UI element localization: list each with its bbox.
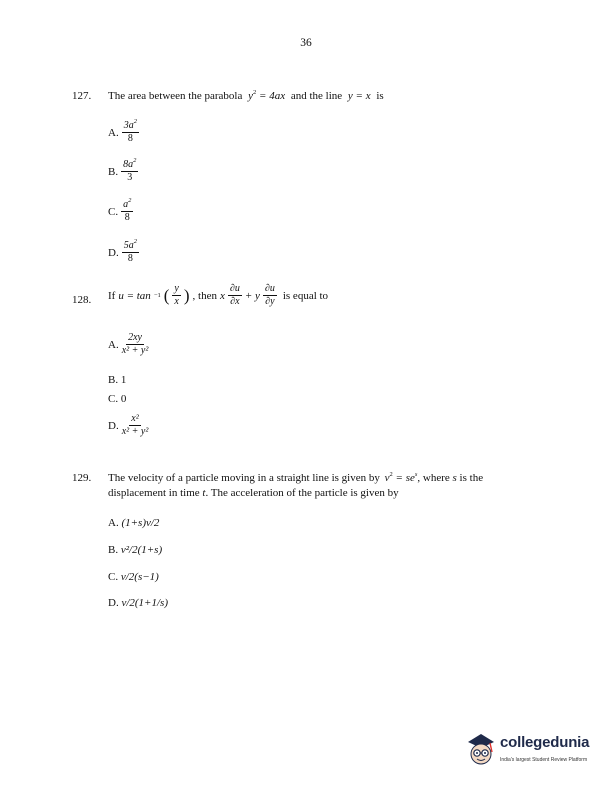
question-128-text: If u = tan −1 ( $\frac{y}{x}$ ) , then x $\frac{\partial u}{\partial x}$ + y $\frac{\partial u}{\partial y}$ is equal to bbox=[108, 283, 329, 307]
question-129-line-1: The velocity of a particle moving in a straight line is given by $v^2 = se^s$, where s is the bbox=[108, 471, 484, 484]
collegedunia-mascot-icon bbox=[462, 728, 500, 770]
q129-option-d[interactable]: D. v/2(1+1/s) bbox=[108, 597, 168, 609]
q128-option-a[interactable]: A. $\frac{2xy}{\text{x² + y²}}$ bbox=[108, 332, 149, 356]
logo-wordmark: collegedunia bbox=[500, 734, 590, 751]
q127-option-c[interactable]: C. $\frac{a^2}{8}$ bbox=[108, 197, 132, 223]
q128-option-c[interactable]: C. 0 bbox=[108, 393, 127, 405]
page-number: 36 bbox=[300, 37, 312, 49]
q129-option-c[interactable]: C. v/2(s−1) bbox=[108, 571, 159, 583]
q127-option-a[interactable]: A. $\frac{3a^2}{8}$ bbox=[108, 118, 137, 144]
q129-option-b[interactable]: B. v²/2(1+s) bbox=[108, 544, 163, 556]
question-129-line-2: displacement in time t. The acceleration of the particle is given by bbox=[108, 487, 399, 499]
q127-option-d[interactable]: D. $\frac{5a^2}{8}$ bbox=[108, 238, 137, 264]
q127-option-b[interactable]: B. $\frac{8a^2}{3}$ bbox=[108, 157, 137, 183]
q129-option-a[interactable]: A. (1+s)v/2 bbox=[108, 517, 160, 529]
logo-tagline: India's largest Student Review Platform bbox=[500, 757, 588, 763]
question-127-text: The area between the parabola $y^2 = 4ax$ and the line y = x is bbox=[108, 89, 384, 102]
question-129-number: 129. bbox=[72, 472, 92, 484]
q128-option-b[interactable]: B. 1 bbox=[108, 374, 127, 386]
q128-option-d[interactable]: D. $\frac{\text{x²}}{\text{x² + y²}}$ bbox=[108, 413, 149, 437]
question-127-number: 127. bbox=[72, 90, 92, 102]
question-128-number: 128. bbox=[72, 294, 92, 306]
